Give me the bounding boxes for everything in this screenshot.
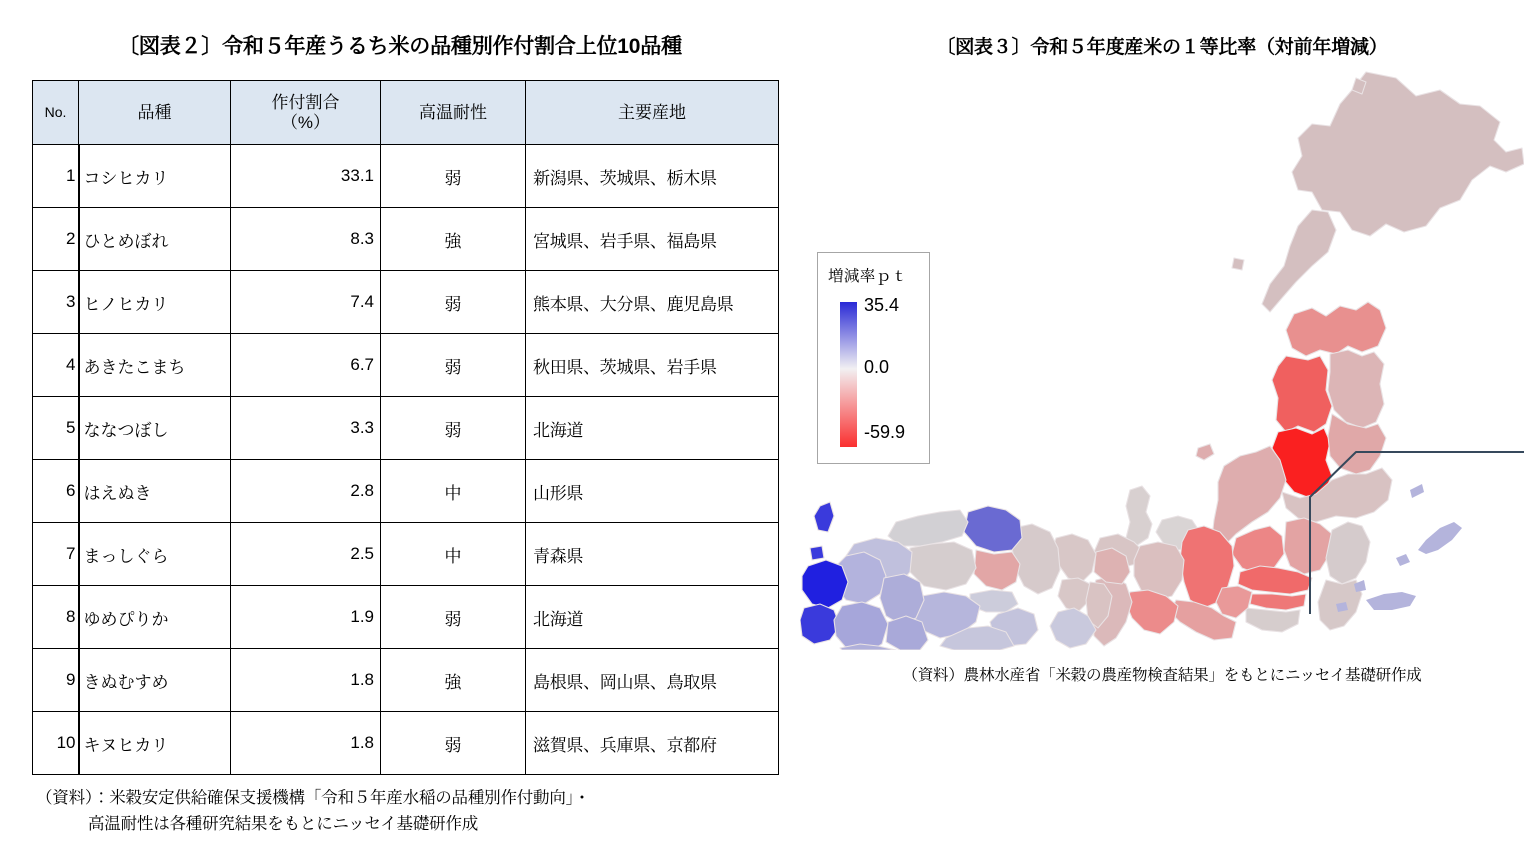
- table-title: 〔図表２〕令和５年産うるち米の品種別作付割合上位10品種: [118, 35, 682, 58]
- region-okayama: [974, 550, 1020, 590]
- table-cell-main-areas: 北海道: [526, 586, 779, 649]
- japan-choropleth-map: [800, 60, 1524, 650]
- table-cell-heat-tolerance: 弱: [381, 397, 526, 460]
- column-header-share-line1: 作付割合: [271, 92, 340, 112]
- column-header-heat-tolerance: 高温耐性: [381, 81, 526, 145]
- table-cell-main-areas: 新潟県、茨城県、栃木県: [526, 145, 779, 208]
- region-saga: [802, 560, 848, 608]
- column-header-variety: 品種: [79, 81, 231, 145]
- table-cell-share: 3.3: [231, 397, 381, 460]
- table-row: [33, 208, 779, 271]
- table-row: [33, 334, 779, 397]
- table-cell-heat-tolerance: 中: [381, 460, 526, 523]
- table-cell-no: 1: [33, 145, 79, 208]
- region-osaka: [1058, 578, 1090, 612]
- table-row: [33, 271, 779, 334]
- table-cell-heat-tolerance: 弱: [381, 712, 526, 775]
- legend-tick-mid: 0.0: [864, 357, 890, 377]
- region-tottori: [964, 506, 1022, 552]
- table-cell-no: 4: [33, 334, 79, 397]
- table-cell-share: 2.8: [231, 460, 381, 523]
- table-cell-main-areas: 宮城県、岩手県、福島県: [526, 208, 779, 271]
- table-row: [33, 397, 779, 460]
- table-cell-no: 5: [33, 397, 79, 460]
- table-cell-share: 7.4: [231, 271, 381, 334]
- table-cell-main-areas: 島根県、岡山県、鳥取県: [526, 649, 779, 712]
- legend-title: 増減率ｐｔ: [828, 268, 908, 285]
- region-kumamoto: [834, 602, 888, 650]
- table-cell-main-areas: 北海道: [526, 397, 779, 460]
- table-cell-no: 9: [33, 649, 79, 712]
- table-cell-share: 1.8: [231, 712, 381, 775]
- region-nagasaki-islet: [810, 546, 824, 560]
- table-cell-variety: まっしぐら: [79, 523, 231, 586]
- region-shimane: [888, 510, 968, 546]
- map-legend: [817, 252, 930, 464]
- table-cell-share: 1.8: [231, 649, 381, 712]
- table-source-line2: 高温耐性は各種研究結果をもとにニッセイ基礎研作成: [88, 814, 479, 833]
- table-cell-share: 6.7: [231, 334, 381, 397]
- variety-table-body: [33, 145, 779, 775]
- table-cell-main-areas: 滋賀県、兵庫県、京都府: [526, 712, 779, 775]
- table-source-line1: （資料）：米穀安定供給確保支援機構「令和５年産水稲の品種別作付動向」・: [36, 789, 591, 807]
- table-cell-variety: あきたこまち: [79, 334, 231, 397]
- table-row: [33, 460, 779, 523]
- region-hokkaido-islet2: [1232, 258, 1244, 270]
- table-cell-variety: ひとめぼれ: [79, 208, 231, 271]
- map-title: 〔図表３〕令和５年度産米の１等比率（対前年増減）: [936, 37, 1388, 58]
- table-header-row: [33, 81, 779, 145]
- table-cell-share: 33.1: [231, 145, 381, 208]
- table-cell-share: 1.9: [231, 586, 381, 649]
- table-cell-heat-tolerance: 弱: [381, 271, 526, 334]
- table-cell-variety: キヌヒカリ: [79, 712, 231, 775]
- region-ishikawa: [1126, 486, 1152, 546]
- table-cell-main-areas: 熊本県、大分県、鹿児島県: [526, 271, 779, 334]
- table-cell-no: 6: [33, 460, 79, 523]
- region-ibaraki: [1326, 522, 1370, 584]
- region-akita: [1272, 356, 1332, 432]
- table-cell-no: 2: [33, 208, 79, 271]
- table-cell-main-areas: 青森県: [526, 523, 779, 586]
- table-cell-heat-tolerance: 強: [381, 208, 526, 271]
- table-cell-variety: はえぬき: [79, 460, 231, 523]
- table-cell-no: 3: [33, 271, 79, 334]
- legend-tick-max: 35.4: [864, 295, 900, 315]
- table-cell-no: 10: [33, 712, 79, 775]
- table-cell-variety: ヒノヒカリ: [79, 271, 231, 334]
- table-cell-main-areas: 山形県: [526, 460, 779, 523]
- table-row: [33, 145, 779, 208]
- table-cell-heat-tolerance: 弱: [381, 586, 526, 649]
- region-tochigi: [1284, 518, 1332, 574]
- region-okinawa-islet4: [1410, 484, 1424, 498]
- table-cell-heat-tolerance: 強: [381, 649, 526, 712]
- table-cell-variety: コシヒカリ: [79, 145, 231, 208]
- legend-color-gradient-bar: [840, 302, 857, 447]
- table-cell-main-areas: 秋田県、茨城県、岩手県: [526, 334, 779, 397]
- table-cell-no: 8: [33, 586, 79, 649]
- legend-tick-min: -59.9: [864, 422, 906, 442]
- map-panel: [800, 0, 1524, 861]
- variety-table: [32, 80, 779, 775]
- map-source-note: （資料）農林水産省「米穀の農産物検査結果」をもとにニッセイ基礎研作成: [902, 667, 1422, 684]
- table-cell-variety: ゆめぴりか: [79, 586, 231, 649]
- region-tokyo: [1250, 594, 1306, 610]
- table-cell-heat-tolerance: 弱: [381, 145, 526, 208]
- column-header-share-line2: （%）: [280, 112, 331, 132]
- region-nagasaki-goto: [814, 502, 834, 532]
- region-okinawa-islet1: [1396, 554, 1410, 566]
- table-source-note: [36, 786, 776, 837]
- table-row: [33, 649, 779, 712]
- region-okinawa-sakishima: [1366, 592, 1416, 610]
- region-okinawa-main: [1418, 522, 1462, 554]
- table-row: [33, 523, 779, 586]
- table-cell-variety: ななつぼし: [79, 397, 231, 460]
- table-cell-heat-tolerance: 中: [381, 523, 526, 586]
- column-header-no: No.: [33, 81, 79, 145]
- region-hokkaido-oshima: [1262, 210, 1336, 312]
- region-sado: [1196, 444, 1214, 460]
- table-cell-no: 7: [33, 523, 79, 586]
- table-row: [33, 586, 779, 649]
- table-cell-variety: きぬむすめ: [79, 649, 231, 712]
- column-header-main-areas: 主要産地: [526, 81, 779, 145]
- table-cell-share: 8.3: [231, 208, 381, 271]
- column-header-share: [231, 81, 381, 145]
- region-aomori: [1286, 302, 1386, 356]
- table-cell-share: 2.5: [231, 523, 381, 586]
- table-cell-heat-tolerance: 弱: [381, 334, 526, 397]
- table-row: [33, 712, 779, 775]
- region-kanagawa: [1246, 608, 1300, 632]
